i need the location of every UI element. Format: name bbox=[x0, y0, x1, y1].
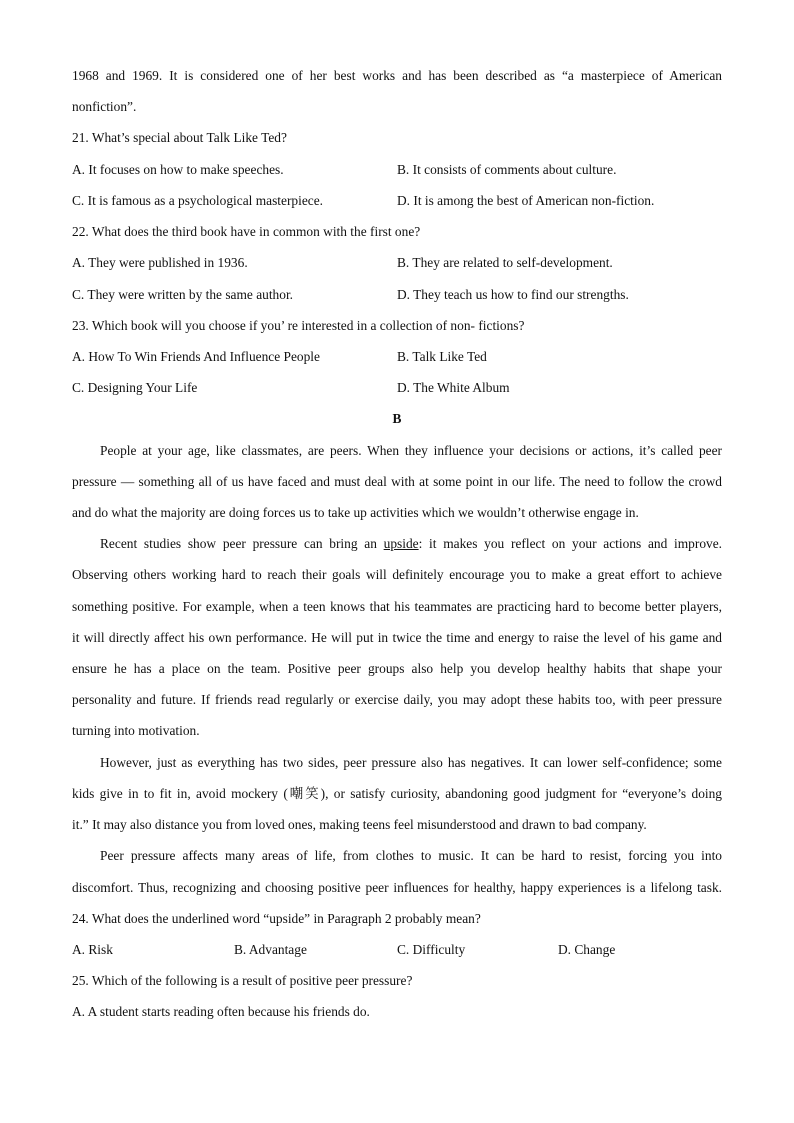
q21-option-b: B. It consists of comments about culture. bbox=[397, 162, 617, 177]
q21-option-c: C. It is famous as a psychological masterpiece. bbox=[72, 193, 324, 208]
p3-line: However, just as everything has two sides, peer pressure also has negatives. It can lower self-confidence; some bbox=[100, 755, 722, 770]
q23-option-a: A. How To Win Friends And Influence People bbox=[72, 349, 320, 364]
intro-line-1: 1968 and 1969. It is considered one of her best works and has been described as “a masterpiece of American bbox=[72, 68, 722, 83]
p2-line: Observing others working hard to reach their goals will definitely encourage you to make a great effort to achieve bbox=[72, 567, 722, 582]
q22-option-c: C. They were written by the same author. bbox=[72, 287, 294, 302]
q23-option-c: C. Designing Your Life bbox=[72, 380, 198, 395]
underlined-word-upside: upside bbox=[383, 536, 419, 551]
p4-line: discomfort. Thus, recognizing and choosing positive peer influences for healthy, happy experiences is a lifelong task. bbox=[72, 880, 722, 895]
p2-text: Recent studies show peer pressure can bring an bbox=[100, 536, 384, 551]
q21-option-a: A. It focuses on how to make speeches. bbox=[72, 162, 284, 177]
q24-option-b: B. Advantage bbox=[234, 942, 307, 957]
p2-line: something positive. For example, when a teen knows that his teammates are practicing hard to become better players, bbox=[72, 599, 722, 614]
q25-option-a: A. A student starts reading often because his friends do. bbox=[72, 1004, 370, 1019]
q21-stem: 21. What’s special about Talk Like Ted? bbox=[72, 130, 287, 145]
p2-line: turning into motivation. bbox=[72, 723, 200, 738]
p2-line: personality and future. If friends read regularly or exercise daily, you may adopt these habits too, with peer pressure bbox=[72, 692, 722, 707]
q24-stem: 24. What does the underlined word “upside” in Paragraph 2 probably mean? bbox=[72, 911, 481, 926]
q22-option-a: A. They were published in 1936. bbox=[72, 255, 248, 270]
q22-option-d: D. They teach us how to find our strengths. bbox=[397, 287, 629, 302]
p2-line: ensure he has a place on the team. Positive peer groups also help you develop healthy habits that shape your bbox=[72, 661, 722, 676]
q24-option-c: C. Difficulty bbox=[397, 942, 466, 957]
p2-line bbox=[100, 536, 722, 552]
q23-option-d: D. The White Album bbox=[397, 380, 510, 395]
intro-line-2: nonfiction”. bbox=[72, 99, 137, 114]
p1-line: pressure — something all of us have faced and must deal with at some point in our life. The need to follow the crowd bbox=[72, 474, 722, 489]
p3-line: it.” It may also distance you from loved ones, making teens feel misunderstood and drawn to bad company. bbox=[72, 817, 647, 832]
p1-line: People at your age, like classmates, are peers. When they influence your decisions or actions, it’s called peer bbox=[100, 443, 722, 458]
q21-option-d: D. It is among the best of American non-fiction. bbox=[397, 193, 655, 208]
q25-stem: 25. Which of the following is a result of positive peer pressure? bbox=[72, 973, 413, 988]
p2-text: : it makes you reflect on your actions and improve. bbox=[418, 536, 722, 551]
p2-line: it will directly affect his own performance. He will put in twice the time and energy to raise the level of his game and bbox=[72, 630, 722, 645]
p1-line: and do what the majority are doing forces us to take up activities which we wouldn’t otherwise engage in. bbox=[72, 505, 639, 520]
q22-option-b: B. They are related to self-development. bbox=[397, 255, 613, 270]
q23-stem: 23. Which book will you choose if you’ re interested in a collection of non- fictions? bbox=[72, 318, 525, 333]
p3-line: kids give in to fit in, avoid mockery (嘲笑), or satisfy curiosity, abandoning good judgment for “everyone’s doing bbox=[72, 786, 722, 801]
q23-option-b: B. Talk Like Ted bbox=[397, 349, 487, 364]
q22-stem: 22. What does the third book have in common with the first one? bbox=[72, 224, 421, 239]
p4-line: Peer pressure affects many areas of life, from clothes to music. It can be hard to resist, forcing you into bbox=[100, 848, 722, 863]
q24-option-d: D. Change bbox=[558, 942, 616, 957]
section-heading: B bbox=[392, 411, 402, 426]
q24-option-a: A. Risk bbox=[72, 942, 113, 957]
